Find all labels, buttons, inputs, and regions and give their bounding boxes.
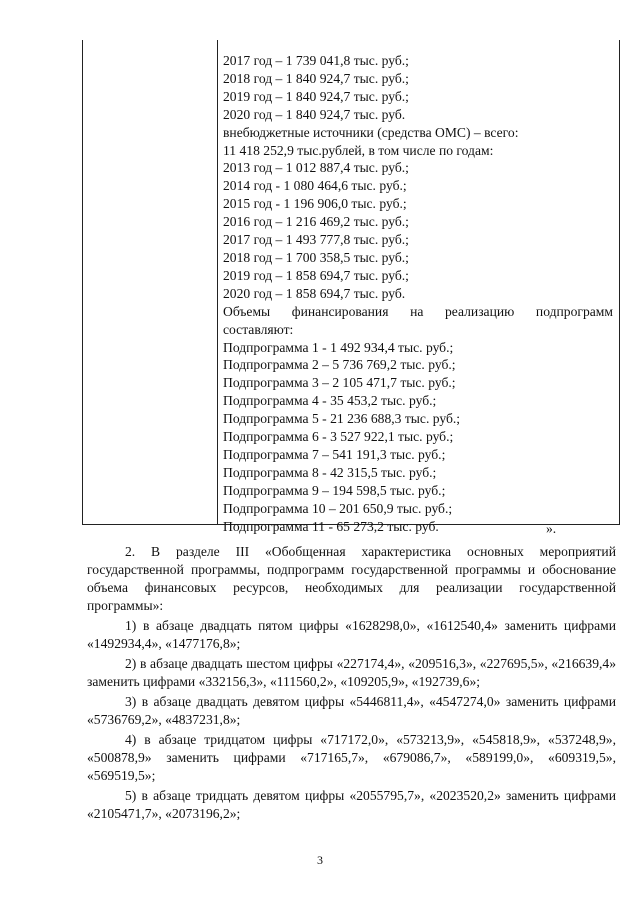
table-line: Подпрограмма 2 – 5 736 769,2 тыс. руб.; <box>223 357 456 373</box>
table-line: Подпрограмма 10 – 201 650,9 тыс. руб.; <box>223 500 453 516</box>
table-line: Подпрограмма 5 - 21 236 688,3 тыс. руб.; <box>223 411 461 427</box>
table-line: 2014 год - 1 080 464,6 тыс. руб.; <box>223 178 407 194</box>
table-line: 2018 год – 1 840 924,7 тыс. руб.; <box>223 70 409 86</box>
paragraph: 5) в абзаце тридцать девятом цифры «2055795,7», «2023520,2» заменить цифрами «2105471,7», «2073196,2»; <box>87 788 616 821</box>
paragraph: 4) в абзаце тридцатом цифры «717172,0», «573213,9», «545818,9», «537248,9», «500878,9» заменить цифрами «717165,7», «679086,7», «589199,0», «609319,5», «569519,5»; <box>87 732 616 783</box>
table-line: 2019 год – 1 840 924,7 тыс. руб.; <box>223 88 409 104</box>
table-line: внебюджетные источники (средства ОМС) – всего: <box>223 124 519 140</box>
table-line: Подпрограмма 1 - 1 492 934,4 тыс. руб.; <box>223 339 454 355</box>
paragraph: 3) в абзаце двадцать девятом цифры «5446811,4», «4547274,0» заменить цифрами «5736769,2», «4837231,8»; <box>87 694 616 727</box>
table-line: 2017 год – 1 493 777,8 тыс. руб.; <box>223 232 409 248</box>
table-column-divider <box>217 40 218 524</box>
table-line: составляют: <box>223 321 294 337</box>
table-line: Подпрограмма 7 – 541 191,3 тыс. руб.; <box>223 446 446 462</box>
table-line: Подпрограмма 9 – 194 598,5 тыс. руб.; <box>223 482 446 498</box>
financing-table <box>82 40 620 534</box>
table-line: Подпрограмма 4 - 35 453,2 тыс. руб.; <box>223 393 437 409</box>
amendment-text <box>87 543 616 823</box>
table-line: 2020 год – 1 840 924,7 тыс. руб. <box>223 106 406 122</box>
table-line: Подпрограмма 11 - 65 273,2 тыс. руб. <box>223 518 439 534</box>
paragraph: 2. В разделе III «Обобщенная характеристика основных мероприятий государственной программы, подпрограмм государственной программы и обоснование объема финансовых ресурсов, необходимых для реализации государственной программы»: <box>87 544 616 613</box>
table-line: 2017 год – 1 739 041,8 тыс. руб.; <box>223 53 409 68</box>
table-line: Подпрограмма 3 – 2 105 471,7 тыс. руб.; <box>223 375 456 391</box>
table-line: 2020 год – 1 858 694,7 тыс. руб. <box>223 285 406 301</box>
table-line: Подпрограмма 8 - 42 315,5 тыс. руб.; <box>223 464 437 480</box>
table-line: 2018 год – 1 700 358,5 тыс. руб.; <box>223 249 409 265</box>
table-line: 2015 год - 1 196 906,0 тыс. руб.; <box>223 196 407 212</box>
closing-quote-mark: ». <box>546 521 557 536</box>
table-line: 2019 год – 1 858 694,7 тыс. руб.; <box>223 267 409 283</box>
table-line: 2013 год – 1 012 887,4 тыс. руб.; <box>223 160 409 176</box>
paragraph: 1) в абзаце двадцать пятом цифры «1628298,0», «1612540,4» заменить цифрами «1492934,4», «1477176,8»; <box>87 618 616 651</box>
financing-cell <box>223 52 613 535</box>
page-number: 3 <box>317 853 323 867</box>
table-line: Объемы финансирования на реализацию подпрограмм <box>223 303 613 319</box>
table-line: 11 418 252,9 тыс.рублей, в том числе по годам: <box>223 142 494 158</box>
table-line: Подпрограмма 6 - 3 527 922,1 тыс. руб.; <box>223 429 454 445</box>
table-line: 2016 год – 1 216 469,2 тыс. руб.; <box>223 214 409 230</box>
paragraph: 2) в абзаце двадцать шестом цифры «227174,4», «209516,3», «227695,5», «216639,4» заменить цифрами «332156,3», «111560,2», «109205,9», «192739,6»; <box>87 656 616 689</box>
